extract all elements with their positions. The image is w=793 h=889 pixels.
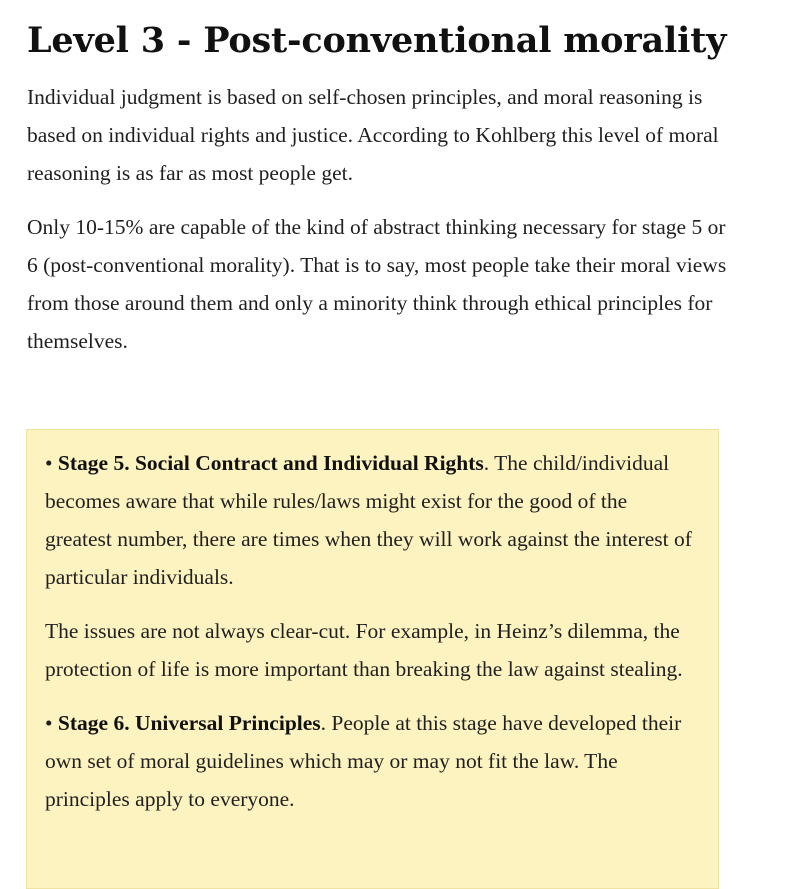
stage-6-paragraph [45, 704, 698, 818]
stage-5-paragraph [45, 444, 698, 596]
stage-6-title: Stage 6. Universal Principles [57, 711, 321, 735]
article [27, 18, 727, 376]
stage-6-bullet: • [45, 711, 58, 735]
statistics-paragraph: Only 10-15% are capable of the kind of abstract thinking necessary for stage 5 or 6 (post-conventional morality). That is to say, most people take their moral views from those around them and only a minority think through ethical principles for themselves. [27, 215, 727, 353]
stages-callout-box [26, 429, 719, 889]
intro-paragraph: Individual judgment is based on self-chosen principles, and moral reasoning is based on individual rights and justice. According to Kohlberg this level of moral reasoning is as far as most people get. [27, 85, 719, 185]
stage-5-title: Stage 5. Social Contract and Individual Rights [57, 451, 484, 475]
stage-5-text: . The child/individual becomes aware that while rules/laws might exist for the good of the greatest number, there are times when they will work against the interest of particular individuals. [45, 451, 692, 589]
stage-5-followup-paragraph: The issues are not always clear-cut. For example, in Heinz’s dilemma, the protection of life is more important than breaking the law against stealing. [45, 619, 683, 681]
stage-6-text: . People at this stage have developed their own set of moral guidelines which may or may not fit the law. The principles apply to everyone. [45, 711, 682, 811]
stage-5-bullet: • [45, 451, 58, 475]
section-heading: Level 3 - Post-conventional morality [27, 20, 727, 61]
